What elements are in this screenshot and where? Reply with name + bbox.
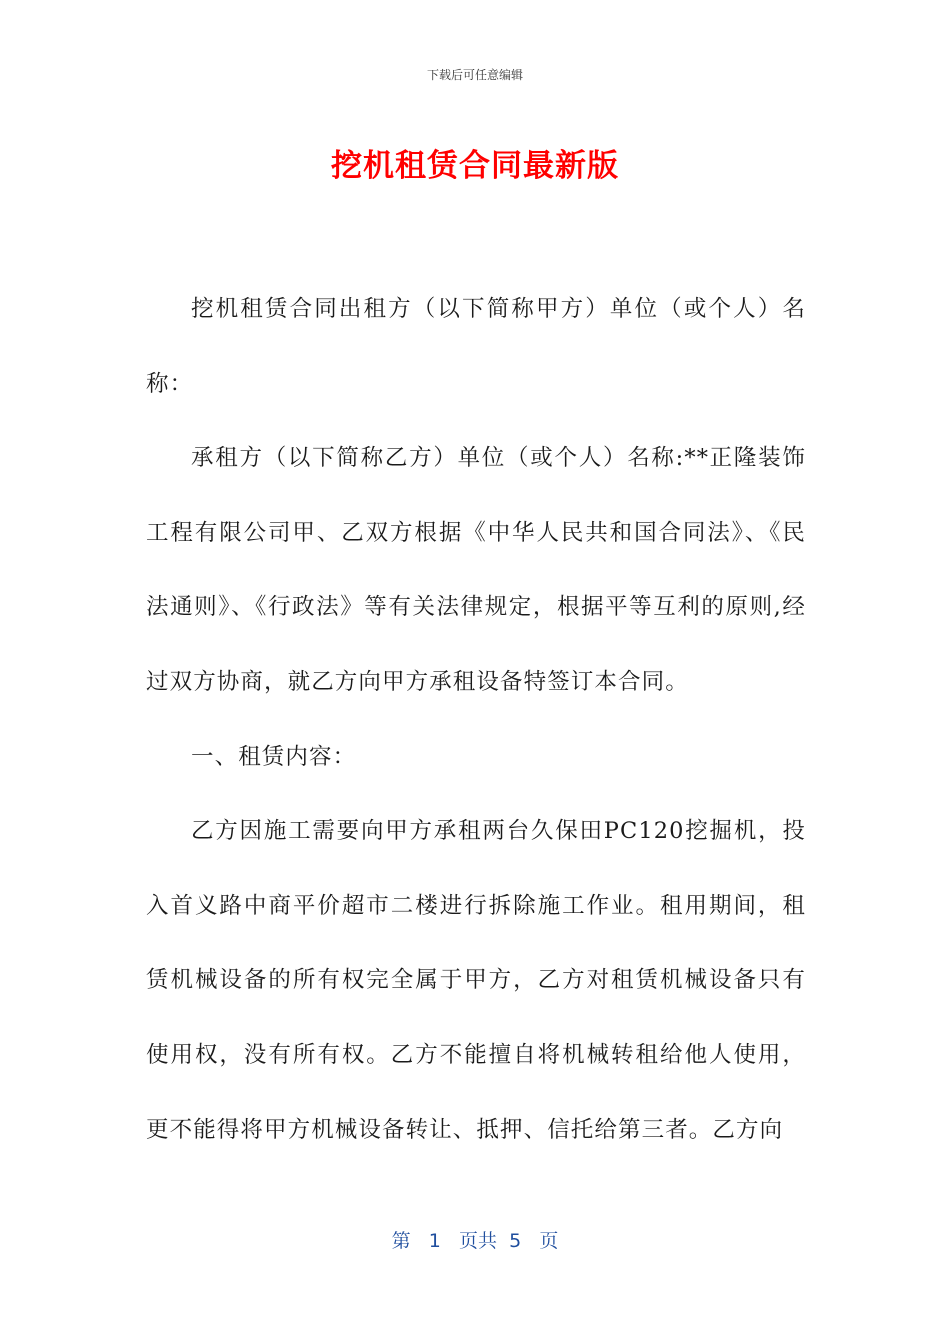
paragraph-lease-content: 乙方因施工需要向甲方承租两台久保田PC120挖掘机，投入首义路中商平价超市二楼进行拆除施工作业。租用期间，租赁机械设备的所有权完全属于甲方，乙方对租赁机械设备只有使用权，没有所有权。乙方不能擅自将机械转租给他人使用，更不能得将甲方机械设备转让、抵押、信托给第三者。乙方向 — [146, 818, 806, 1143]
footer-middle: 页共 — [459, 1230, 498, 1252]
paragraph-lessor-name: 挖机租赁合同出租方（以下简称甲方）单位（或个人）名称： — [146, 296, 806, 397]
document-title: 挖机租赁合同最新版 — [331, 148, 619, 184]
paragraph-lessee-name: 承租方（以下简称乙方）单位（或个人）名称:**正隆装饰工程有限公司甲、乙双方根据《中华人民共和国合同法》、《民法通则》、《行政法》等有关法律规定，根据平等互利的原则,经过双方协商，就乙方向甲方承租设备特签订本合同。 — [146, 445, 806, 695]
footer-prefix: 第 — [391, 1230, 411, 1252]
footer-suffix: 页 — [539, 1230, 559, 1252]
footer-page-total: 5 — [509, 1230, 522, 1252]
section-heading-lease-content: 一、租赁内容： — [191, 743, 357, 770]
footer-page-current: 1 — [428, 1230, 441, 1252]
page-footer — [0, 1226, 950, 1253]
header-note: 下载后可任意编辑 — [426, 68, 523, 82]
document-body — [146, 272, 806, 1167]
